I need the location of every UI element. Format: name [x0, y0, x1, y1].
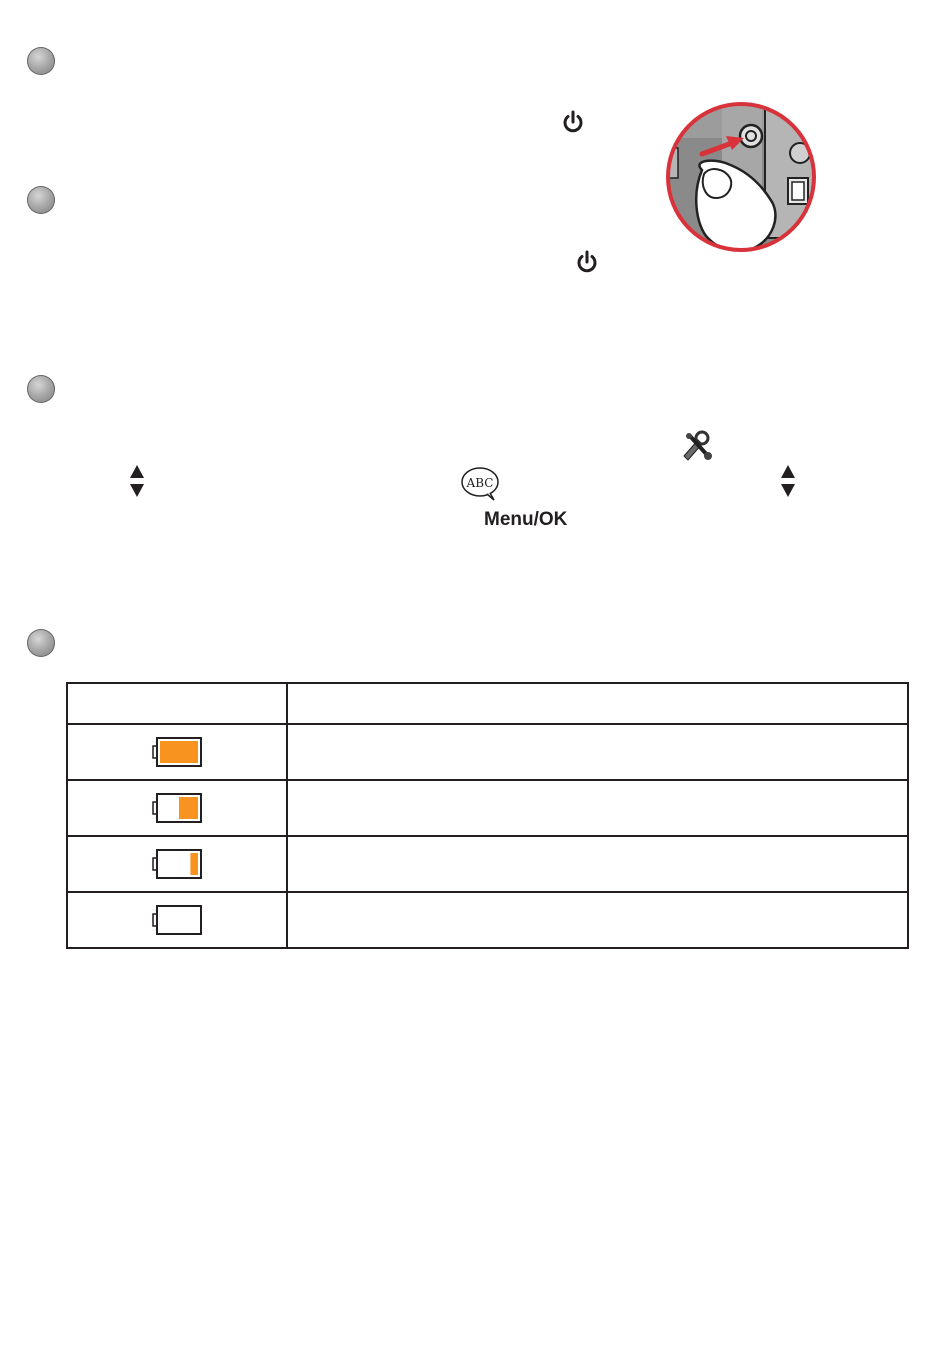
battery-icon: [152, 904, 202, 936]
power-icon: [561, 110, 585, 134]
battery-fill-level: [179, 797, 198, 819]
tools-wrench-icon: [680, 430, 714, 462]
svg-text:ABC: ABC: [466, 476, 494, 490]
battery-icon: [152, 848, 202, 880]
section-bullet-language: [27, 375, 55, 403]
table-row: [67, 780, 908, 836]
table-row: [67, 836, 908, 892]
battery-icon-cell: [67, 724, 287, 780]
battery-description-cell: [287, 780, 908, 836]
power-icon: [575, 250, 599, 274]
table-header-icon: [67, 683, 287, 724]
battery-icon-cell: [67, 836, 287, 892]
power-button-illustration: [662, 98, 820, 256]
table-header-description: [287, 683, 908, 724]
table-row: [67, 724, 908, 780]
table-row: [67, 892, 908, 948]
abc-speech-bubble-icon: [460, 466, 500, 502]
battery-description-cell: [287, 892, 908, 948]
table-header-row: [67, 683, 908, 724]
menu-ok-button-label: Menu/OK: [484, 509, 568, 530]
battery-icon: [152, 736, 202, 768]
battery-icon-cell: [67, 892, 287, 948]
battery-icon: [152, 792, 202, 824]
section-bullet-power-off: [27, 186, 55, 214]
battery-description-cell: [287, 724, 908, 780]
battery-fill-level: [190, 853, 198, 875]
up-down-arrows-icon: [129, 464, 145, 498]
battery-description-cell: [287, 836, 908, 892]
section-bullet-power-on: [27, 47, 55, 75]
battery-icon-cell: [67, 780, 287, 836]
battery-fill-level: [160, 741, 198, 763]
up-down-arrows-icon: [780, 464, 796, 498]
battery-level-table: [66, 682, 909, 949]
section-bullet-battery: [27, 629, 55, 657]
